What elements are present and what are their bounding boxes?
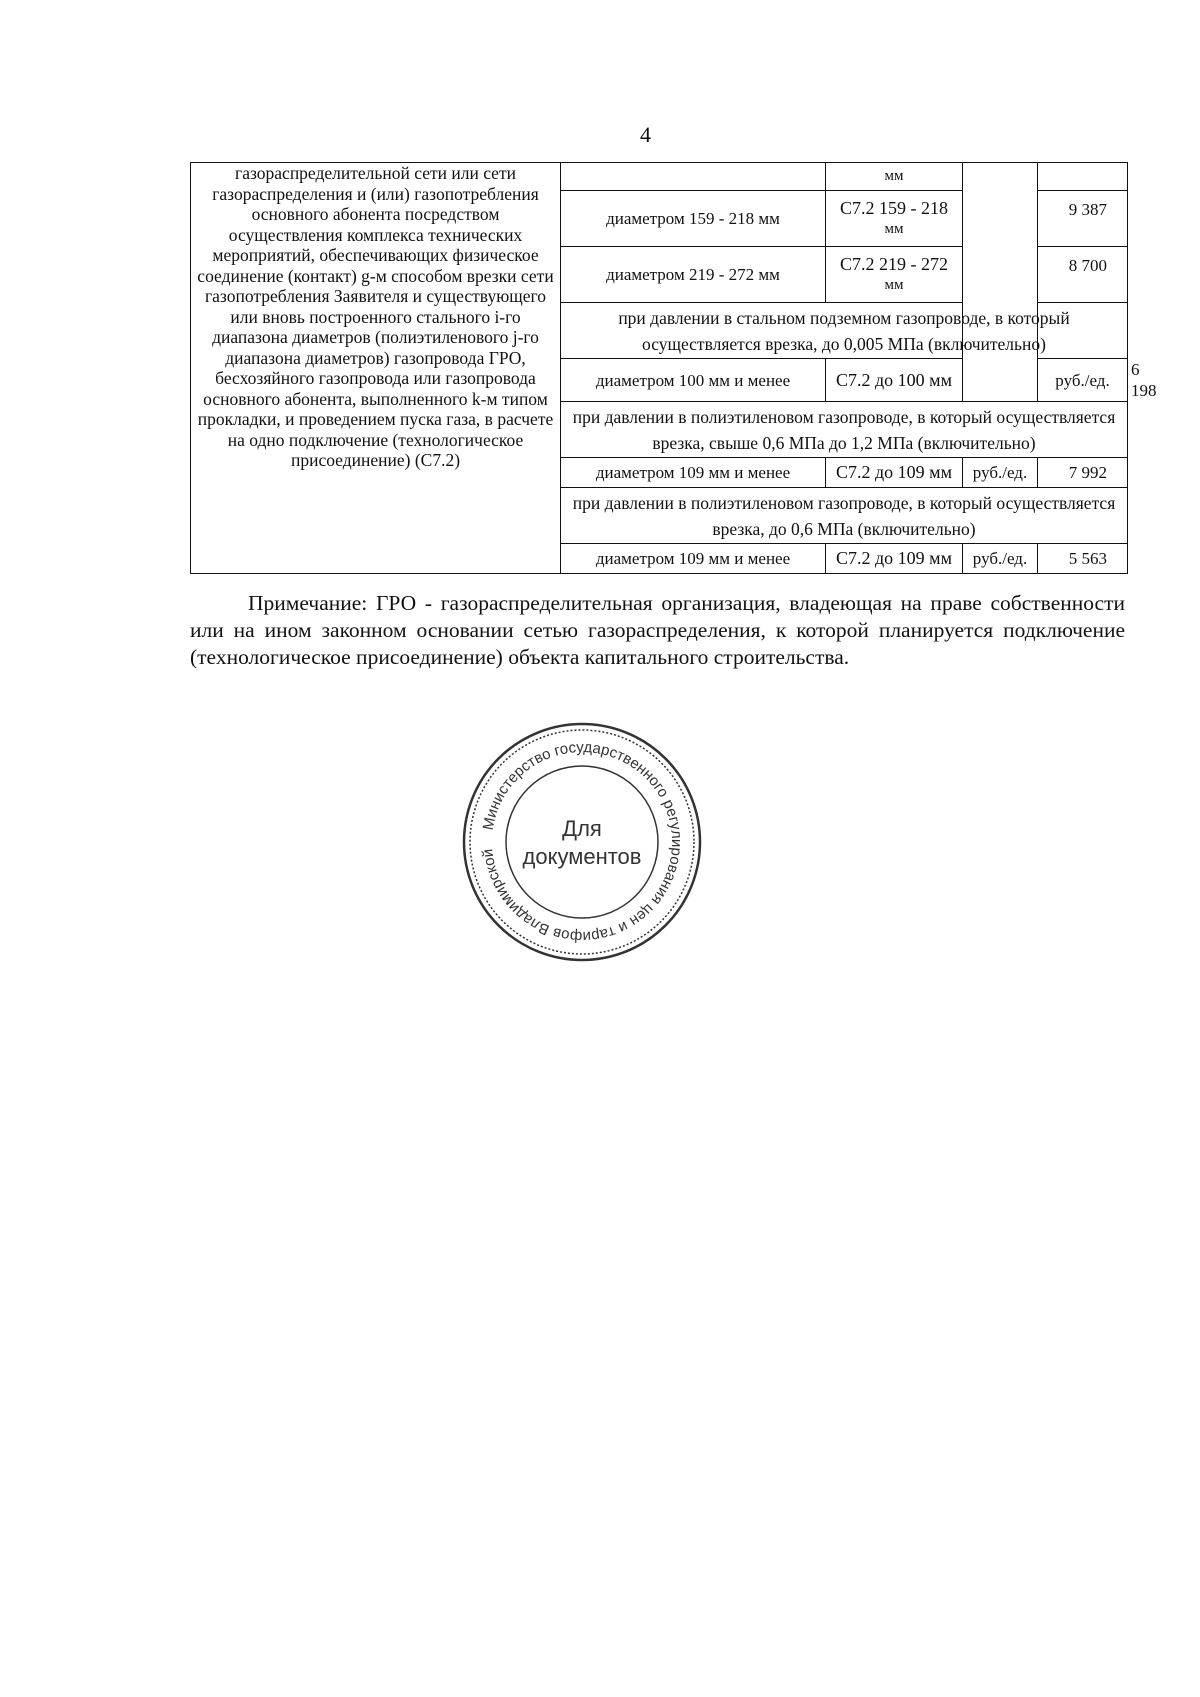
table-cell-empty [1038,163,1128,191]
section-unit: руб./ед. [963,458,1038,488]
section-unit: руб./ед. [963,544,1038,574]
tariff-table: газораспределительной сети или сети газораспределения и (или) газопотребления основного абонента посредством осуществления комплекса технических мероприятий, обеспечивающих физическое соединение (контакт) g-м способом врезки сети газопотребления Заявителя и существующего или вновь построенного стального i-го диапазона диаметров (полиэтиленового j-го диапазона диаметров) газопровода ГРО, бесхозяйного газопровода или газопровода основного абонента, выполненного k-м типом прокладки, и проведением пуска газа, в расчете на одно подключение (технологическое присоединение) (С7.2) мм диаметром 159 - 218 мм С7.2 159 - 218 мм 9 387 диаметром 219 - 272 мм С7.2 219 - 272 мм 8 700 при давлении в стальном подземном газопроводе, в который осуществляется врезка, до 0,005 МПа (включительно) диаметром 100 мм и менее С7.2 до 100 мм руб./ед. 6 198 при давлении в полиэтиленовом газопроводе, в который осуществляется врезка, свыше 0,6 МПа до 1,2 МПа (включительно) диаметром 109 мм и менее С7.2 до 109 мм руб./ед. 7 992 при давлении в полиэтиленовом газопроводе, в который осуществляется врезка, до 0,6 МПа (включительно) диаметром 109 мм и менее С7.2 до 109 мм руб./ед. 5 563 [190,162,1128,574]
section-code: С7.2 до 109 мм [826,458,963,488]
stamp-ring-text: Министерство государственного регулирования цен и тарифов Владимирской [479,738,686,946]
section-heading: при давлении в полиэтиленовом газопроводе, в который осуществляется врезка, свыше 0,6 МПа до 1,2 МПа (включительно) [561,402,1128,458]
table-cell-empty [561,163,826,191]
section-value: 5 563 [1038,544,1128,574]
stamp [458,718,706,966]
stamp-center-line2: документов [522,844,642,869]
stamp-seal [458,718,706,966]
row-code [826,247,963,303]
row-code-text: С7.2 159 - 218 [840,197,948,218]
row-label: диаметром 159 - 218 мм [561,191,826,247]
code-unit-tail: мм [826,163,963,191]
row-code-text: С7.2 219 - 272 [840,253,948,274]
section-label: диаметром 109 мм и менее [561,544,826,574]
section-heading: при давлении в стальном подземном газопроводе, в который осуществляется врезка, до 0,005 МПа (включительно) [561,303,1128,359]
unit-cell-empty [963,163,1038,402]
section-code: С7.2 до 100 мм [826,359,963,402]
stamp-inner-ring [506,766,658,918]
stamp-outer-ring [464,724,700,960]
footnote: Примечание: ГРО - газораспределительная организация, владеющая на праве собственности или на ином законном основании сетью газораспределения, к которой планируется подключение (технологическое присоединение) объекта капитального строительства. [190,591,1125,669]
row-value: 9 387 [1038,191,1128,247]
stamp-center-line1: Для [562,816,602,841]
section-value: 7 992 [1038,458,1128,488]
row-code-unit: мм [884,220,904,237]
row-code [826,191,963,247]
row-value: 8 700 [1038,247,1128,303]
section-label: диаметром 109 мм и менее [561,458,826,488]
service-description: газораспределительной сети или сети газораспределения и (или) газопотребления основного абонента посредством осуществления комплекса технических мероприятий, обеспечивающих физическое соединение (контакт) g-м способом врезки сети газопотребления Заявителя и существующего или вновь построенного стального i-го диапазона диаметров (полиэтиленового j-го диапазона диаметров) газопровода ГРО, бесхозяйного газопровода или газопровода основного абонента, выполненного k-м типом прокладки, и проведением пуска газа, в расчете на одно подключение (технологическое присоединение) (С7.2) [191,163,561,574]
row-code-unit: мм [884,276,904,293]
stamp-dotted-ring [470,730,694,954]
section-unit: руб./ед. [1038,359,1128,402]
section-label: диаметром 100 мм и менее [561,359,826,402]
section-heading: при давлении в полиэтиленовом газопроводе, в который осуществляется врезка, до 0,6 МПа (включительно) [561,488,1128,544]
row-label: диаметром 219 - 272 мм [561,247,826,303]
page-number: 4 [640,122,651,147]
section-code: С7.2 до 109 мм [826,544,963,574]
